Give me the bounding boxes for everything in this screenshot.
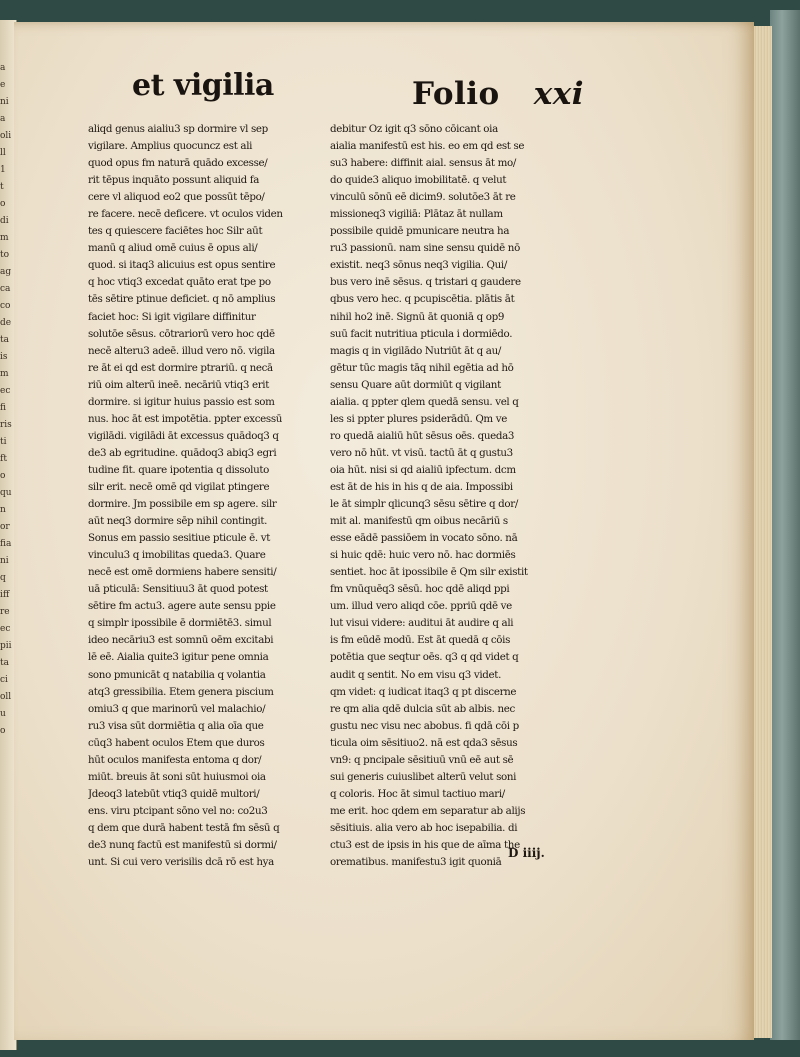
text-line: quod. si itaq3 alicuius est opus sentire [88, 259, 276, 272]
text-line: sētire fm actu3. agere aute sensu ppie [88, 600, 276, 613]
text-line: sentiet. hoc āt ipossibile ē Qm silr existit [330, 566, 528, 579]
prev-page-fragment: ti [0, 437, 7, 447]
text-line: Sonus em passio sesitiue pticule ē. vt [88, 532, 271, 545]
folio-number: xxi [533, 76, 584, 112]
prev-page-fragment: di [0, 216, 9, 226]
folio-label: Folio [412, 76, 500, 112]
prev-page-fragment: ni [0, 97, 9, 107]
left-text-column [88, 121, 328, 871]
text-line: le āt simplr qlicunq3 sēsu sētire q dor/ [330, 498, 518, 511]
book-cover-edge [770, 10, 800, 1040]
prev-page-fragment: n [0, 505, 6, 515]
prev-page-fragment: ta [0, 658, 9, 668]
text-line: ticula oim sēsitiuo2. nā est qda3 sēsus [330, 736, 518, 749]
text-line: re qm alia qdē dulcia sūt ab albis. nec [330, 702, 515, 715]
prev-page-fragment: o [0, 471, 6, 481]
text-line: unt. Si cui vero verisilis dcā rō est hya [88, 856, 274, 869]
text-line: qm videt: q iudicat itaq3 q pt discerne [330, 685, 517, 698]
text-line: de3 ab egritudine. quādoq3 abiq3 egri [88, 446, 277, 459]
text-line: gētur tūc magis tāq nihil egētia ad hō [330, 361, 514, 374]
text-line: re facere. necē deficere. vt oculos viden [88, 208, 283, 221]
prev-page-fragment: a [0, 63, 6, 73]
prev-page-fragment: oli [0, 131, 12, 141]
text-line: lē eē. Aialia quite3 igitur pene omnia [88, 651, 269, 664]
folio-header [412, 76, 584, 112]
text-line: suū facit nutritiua pticula i dormiēdo. [330, 327, 513, 340]
text-line: tēs sētire ptinue deficiet. q nō amplius [88, 293, 276, 306]
text-line: dormire. si igitur huius passio est som [88, 395, 275, 408]
text-line: vigilare. Amplius quocuncz est ali [88, 140, 253, 153]
prev-page-fragment: m [0, 233, 9, 243]
text-line: audit q sentit. No em visu q3 videt. [330, 668, 501, 681]
prev-page-fragment: co [0, 301, 11, 311]
text-line: gustu nec visu nec abobus. fi qdā cōi p [330, 719, 519, 732]
prev-page-fragment: or [0, 522, 10, 532]
text-line: esse eādē passiōem in vocato sōno. nā [330, 532, 518, 545]
text-line: cūq3 habent oculos Etem que duros [88, 736, 265, 749]
prev-page-fragment: ll [0, 148, 6, 158]
text-line: aliqd genus aialiu3 sp dormire vl sep [88, 123, 268, 135]
prev-page-fragment: fi [0, 403, 7, 413]
text-line: lut visui videre: auditui āt audire q ali [330, 617, 514, 630]
prev-page-fragment: ris [0, 420, 12, 430]
prev-page-fragment: ag [0, 267, 12, 277]
text-line: nihil ho2 inē. Signū āt quoniā q op9 [330, 310, 505, 323]
text-line: q coloris. Hoc āt simul tactiuo mari/ [330, 787, 505, 800]
prev-page-fragment: to [0, 250, 10, 260]
prev-page-fragment: ec [0, 624, 11, 634]
running-title: et vigilia [132, 68, 274, 103]
prev-page-fragment: m [0, 369, 9, 379]
text-line: riū oim alterū ineē. necāriū vtiq3 erit [88, 378, 270, 391]
text-line: necē est omē dormiens habere sensiti/ [88, 566, 277, 579]
text-line: hūt oculos manifesta entoma q dor/ [88, 753, 262, 766]
text-line: sēsitiuis. alia vero ab hoc isepabilia. di [330, 821, 518, 834]
text-line: mit al. manifestū qm oibus necāriū s [330, 515, 508, 528]
text-line: si huic qdē: huic vero nō. hac dormiēs [330, 549, 516, 562]
text-line: sui generis cuiuslibet alterū velut soni [330, 770, 517, 783]
prev-page-fragment: a [0, 114, 6, 124]
text-line: omiu3 q que marinorū vel malachio/ [88, 702, 266, 715]
text-line: ro quedā aialiū hūt sēsus oēs. queda3 [330, 429, 515, 442]
text-line: do quide3 aliquo imobilitatē. q velut [330, 174, 507, 187]
text-line: faciet hoc: Si igit vigilare diffinitur [88, 310, 256, 323]
text-line: ctu3 est de ipsis in his que de aīma the [330, 838, 520, 851]
prev-page-fragment: ci [0, 675, 8, 685]
text-line: rit tēpus inquāto possunt aliquid fa [88, 174, 260, 187]
text-line: quod opus fm naturā quādo excesse/ [88, 157, 268, 170]
prev-page-fragment: qu [0, 488, 12, 498]
text-line: vn9: q pncipale sēsitiuū vnū eē aut sē [330, 753, 514, 766]
text-line: vigilādi. vigilādi āt excessus quādoq3 q [88, 429, 279, 442]
signature-mark: D iiij. [508, 846, 545, 860]
text-line: vinculu3 q imobilitas queda3. Quare [88, 549, 266, 562]
previous-page-edge [0, 60, 12, 940]
text-line: magis q in vigilādo Nutriūt āt q au/ [330, 344, 501, 357]
text-line: solutōe sēsus. cōtrariorū vero hoc qdē [88, 327, 275, 340]
prev-page-fragment: 1 [0, 165, 6, 175]
prev-page-fragment: fia [0, 539, 12, 549]
text-line: atq3 gressibilia. Etem genera piscium [88, 685, 274, 698]
text-line: ru3 passionū. nam sine sensu quidē nō [330, 242, 520, 255]
text-line: silr erit. necē omē qd vigilat ptingere [88, 480, 270, 493]
prev-page-fragment: e [0, 80, 6, 90]
text-line: necē alteru3 adeē. illud vero nō. vigila [88, 344, 275, 357]
text-line: is fm eūdē modū. Est āt quedā q cōis [330, 634, 511, 647]
text-line: est āt de his in his q de aia. Impossibi [330, 480, 513, 493]
text-line: oia hūt. nisi si qd aialiū ipfectum. dcm [330, 463, 516, 476]
text-line: fm vnūquēq3 sēsū. hoc qdē aliqd ppi [330, 583, 510, 596]
text-line: q hoc vtiq3 excedat quāto erat tpe po [88, 276, 271, 289]
text-line: tudine fit. quare ipotentia q dissoluto [88, 463, 270, 476]
prev-page-fragment: ec [0, 386, 11, 396]
text-line: possibile quidē pmunicare neutra ha [330, 225, 510, 238]
text-line: debitur Oz igit q3 sōno cōicant oia [330, 123, 498, 135]
text-line: les si ppter plures psiderādū. Qm ve [330, 412, 507, 425]
text-line: me erit. hoc qdem em separatur ab alijs [330, 804, 526, 817]
prev-page-fragment: o [0, 726, 6, 736]
text-line: dormire. Jm possibile em sp agere. silr [88, 498, 277, 511]
text-line: uā pticulā: Sensitiuu3 āt quod potest [88, 583, 268, 596]
prev-page-fragment: ni [0, 556, 9, 566]
prev-page-fragment: t [0, 182, 4, 192]
text-line: vero nō hūt. vt visū. tactū āt q gustu3 [330, 446, 513, 459]
text-line: tes q quiescere faciētes hoc Silr aūt [88, 225, 263, 238]
text-line: sono pmunicāt q natabilia q volantia [88, 668, 266, 681]
text-line: ens. viru ptcipant sōno vel no: co2u3 [88, 804, 268, 817]
text-line: aūt neq3 dormire sēp nihil contingit. [88, 515, 268, 528]
prev-page-fragment: q [0, 573, 6, 583]
text-line: de3 nunq factū est manifestū si dormi/ [88, 838, 277, 851]
page-block-edge [754, 26, 772, 1038]
text-line: Jdeoq3 latebūt vtiq3 quidē multori/ [88, 787, 260, 800]
text-line: aialia. q ppter qlem quedā sensu. vel q [330, 395, 519, 408]
text-line: re āt ei qd est dormire ptrariū. q necā [88, 361, 273, 374]
text-line: qbus vero hec. q pcupiscētia. plātis āt [330, 293, 515, 306]
text-line: aialia manifestū est his. eo em qd est se [330, 140, 525, 153]
text-line: bus vero inē sēsus. q tristari q gaudere [330, 276, 521, 289]
prev-page-fragment: ca [0, 284, 11, 294]
prev-page-fragment: oll [0, 692, 12, 702]
text-line: potētia que seqtur oēs. q3 q qd videt q [330, 651, 519, 664]
text-line: sensu Quare aūt dormiūt q vigilant [330, 378, 501, 391]
text-line: existit. neq3 sōnus neq3 vigilia. Qui/ [330, 259, 507, 272]
text-line: su3 habere: diffinit aial. sensus āt mo/ [330, 157, 516, 170]
prev-page-fragment: u [0, 709, 6, 719]
text-line: manū q aliud omē cuius ē opus ali/ [88, 242, 258, 255]
prev-page-fragment: ta [0, 335, 9, 345]
prev-page-fragment: iff [0, 590, 10, 600]
text-line: vinculū sōnū eē dicim9. solutōe3 āt re [330, 191, 516, 204]
text-line: q dem que durā habent testā fm sēsū q [88, 821, 280, 834]
text-line: missioneq3 vigiliā: Plātaz āt nullam [330, 208, 503, 221]
text-line: q simplr ipossibile ē dormiētē3. simul [88, 617, 272, 630]
prev-page-fragment: pii [0, 641, 12, 651]
prev-page-fragment: de [0, 318, 12, 328]
text-line: ideo necāriu3 est somnū oēm excitabi [88, 634, 274, 647]
text-line: um. illud vero aliqd cōe. ppriū qdē ve [330, 600, 512, 613]
text-line: nus. hoc āt est impotētia. ppter excessū [88, 412, 283, 425]
text-line: miūt. breuis āt soni sūt huiusmoi oia [88, 770, 266, 783]
text-line: ru3 visa sūt dormiētia q alia oīa que [88, 719, 264, 732]
prev-page-fragment: re [0, 607, 10, 617]
prev-page-fragment: is [0, 352, 8, 362]
text-line: cere vl aliquod eo2 que possūt tēpo/ [88, 191, 265, 204]
prev-page-fragment: o [0, 199, 6, 209]
right-text-column [330, 121, 572, 871]
prev-page-fragment: ft [0, 454, 7, 464]
text-line: orematibus. manifestu3 igit quoniā [330, 856, 502, 869]
